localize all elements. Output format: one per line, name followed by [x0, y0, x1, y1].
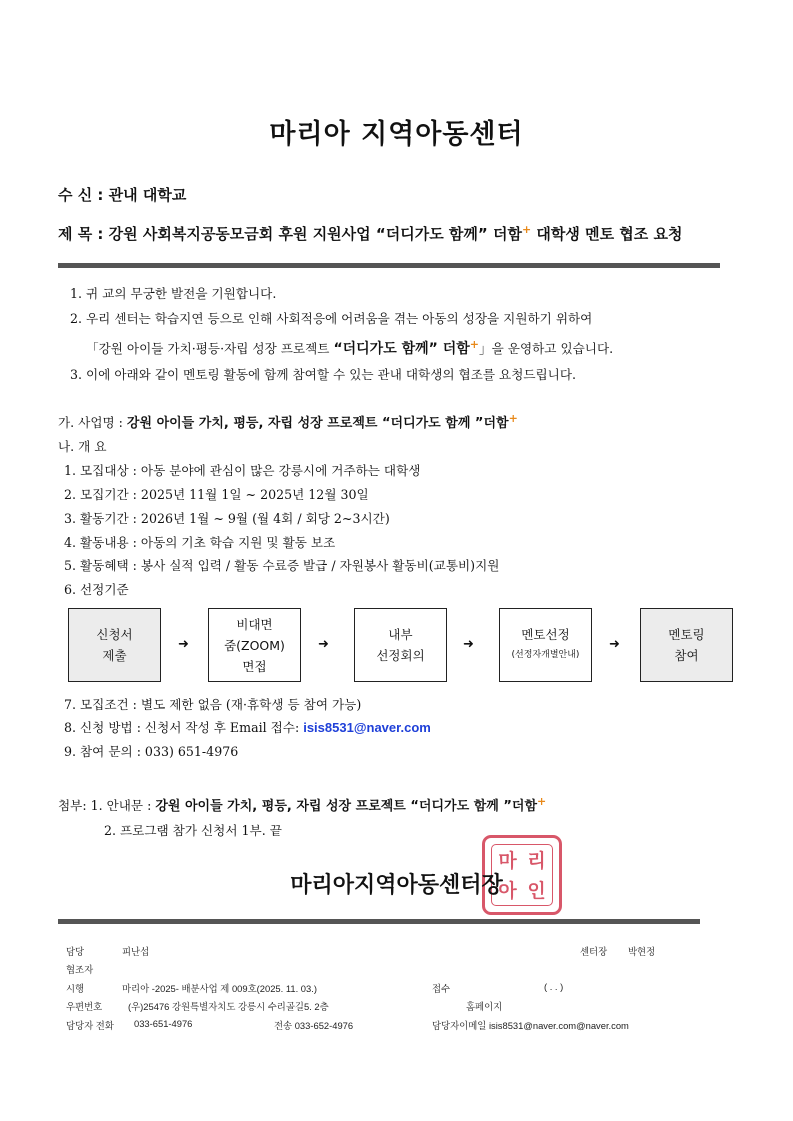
attachment-logo-text: 더함: [511, 799, 538, 815]
intro-line-3-bold: “더디가도 함께”: [333, 341, 443, 358]
attachment-logo-plus-icon: +: [537, 795, 547, 808]
recipient-line: [58, 184, 186, 205]
footer-label: 담당자 전화: [66, 1020, 114, 1031]
footer-label: 협조자: [66, 964, 94, 975]
seal-glyph: 인: [527, 880, 546, 902]
overview-label: 나. 개 요: [58, 439, 107, 454]
intro-line-1: 1. 귀 교의 무궁한 발전을 기원합니다.: [70, 286, 277, 301]
footer-label: 담당: [66, 946, 85, 957]
flow-step-line: 선정회의: [376, 648, 425, 663]
subject-pre: 강원 사회복지공동모금회 후원 지원사업 “더디가도 함께”: [108, 225, 493, 243]
project-label: 가. 사업명 :: [58, 415, 127, 431]
intro-logo-plus-icon: +: [469, 338, 480, 351]
email-link[interactable]: isis8531@naver.com: [303, 720, 431, 735]
flow-step-line: 참여: [674, 648, 699, 663]
attachment-item-1: 강원 아이들 가치, 평등, 자립 성장 프로젝트 “더디가도 함께 ”: [155, 799, 512, 815]
intro-line-2: 2. 우리 센터는 학습지연 등으로 인해 사회적응에 어려움을 겪는 아동의 성장을 지원하기 위하여: [70, 311, 593, 326]
intro-line-3: [86, 338, 613, 358]
project-line: [58, 412, 518, 431]
attachment-label: 첨부: 1. 안내문 :: [58, 798, 156, 814]
intro-line-3-post: 」을 운영하고 있습니다.: [479, 341, 614, 357]
subject-post: 대학생 멘토 협조 요청: [531, 225, 683, 243]
overview-item: 5. 활동혜택 : 봉사 실적 입력 / 활동 수료증 발급 / 자원봉사 활동비(교통비)지원: [64, 558, 500, 573]
recipient-label: 수 신 :: [58, 186, 109, 204]
flow-step-line: 내부: [388, 627, 413, 642]
logo-plus-icon: +: [521, 223, 532, 236]
flow-step-application: [68, 608, 161, 682]
footer-label: 접수: [432, 983, 451, 994]
overview-item: 3. 활동기간 : 2026년 1월 ~ 9월 (월 4회 / 회당 2~3시간): [64, 511, 390, 526]
flow-step-line: 멘토선정: [521, 627, 570, 642]
footer-value: 033-651-4976: [134, 1018, 193, 1029]
condition-line-8: [64, 717, 431, 736]
footer-value: ( . . ): [544, 981, 564, 992]
flow-step-interview: [208, 608, 301, 682]
overview-item: 2. 모집기간 : 2025년 11월 1일 ~ 2025년 12월 30일: [64, 487, 369, 502]
condition-line-9: 9. 참여 문의 : 033) 651-4976: [64, 744, 239, 759]
flow-step-line: 줌(ZOOM): [224, 637, 285, 653]
attachment-line-2: 2. 프로그램 참가 신청서 1부. 끝: [104, 823, 282, 838]
footer-label: 시행: [66, 983, 85, 994]
recipient-value: 관내 대학교: [108, 186, 187, 204]
project-name: 강원 아이들 가치, 평등, 자립 성장 프로젝트 “더디가도 함께 ”: [126, 416, 484, 432]
flow-step-note: (선정자개별안내): [511, 650, 580, 660]
footer-value: 피난섭: [122, 946, 150, 957]
flow-arrow-icon: ➜: [463, 637, 474, 652]
footer-label: 센터장: [580, 946, 608, 957]
flow-step-line: 멘토링: [668, 627, 705, 642]
flow-step-line: 신청서: [96, 627, 133, 642]
overview-item: 1. 모집대상 : 아동 분야에 관심이 많은 강릉시에 거주하는 대학생: [64, 463, 421, 478]
intro-line-4: 3. 이에 아래와 같이 멘토링 활동에 함께 참여할 수 있는 관내 대학생의 협조를 요청드립니다.: [70, 367, 577, 382]
footer-value: 담당자이메일 isis8531@naver.com@naver.com: [432, 1020, 629, 1031]
seal-glyph: 아: [498, 880, 517, 902]
intro-line-3-pre: 「강원 아이들 가치·평등·자립 성장 프로젝트: [86, 341, 334, 357]
overview-item: 4. 활동내용 : 아동의 기초 학습 지원 및 활동 보조: [64, 535, 336, 550]
footer-value: 마리아 -2025- 배분사업 제 009호(2025. 11. 03.): [122, 983, 317, 994]
project-logo-text: 더함: [483, 416, 509, 432]
project-logo-plus-icon: +: [508, 412, 518, 425]
condition-line-7: 7. 모집조건 : 별도 제한 없음 (재·휴학생 등 참여 가능): [64, 697, 362, 712]
header-divider: [58, 263, 720, 268]
footer-label: 홈페이지: [466, 1001, 503, 1012]
flow-arrow-icon: ➜: [609, 637, 620, 652]
flow-step-selection: [499, 608, 592, 682]
flow-step-review: [354, 608, 447, 682]
apply-method-text: 8. 신청 방법 : 신청서 작성 후 Email 접수:: [64, 720, 304, 735]
flow-arrow-icon: ➜: [318, 637, 329, 652]
footer-divider: [58, 919, 700, 924]
logo-text: 더함: [492, 225, 522, 243]
footer-value: 박현정: [628, 946, 656, 957]
flow-arrow-icon: ➜: [178, 637, 189, 652]
footer-value: (우)25476 강원특별자치도 강릉시 수리골길5. 2층: [128, 1001, 329, 1012]
seal-glyph: 리: [527, 850, 546, 872]
flow-step-line: 제출: [102, 648, 127, 663]
flow-step-line: 비대면: [236, 616, 273, 632]
seal-glyph: 마: [498, 850, 517, 872]
subject-label: 제 목 :: [58, 225, 109, 243]
subject-line: [58, 223, 683, 244]
overview-item: 6. 선정기준: [64, 582, 129, 597]
flow-step-mentoring: [640, 608, 733, 682]
document-title: 마리아 지역아동센터: [269, 119, 524, 150]
footer-label: 우편번호: [66, 1001, 103, 1012]
intro-logo-text: 더함: [442, 341, 470, 358]
flow-step-line: 면접: [242, 658, 267, 674]
footer-value: 전송 033-652-4976: [274, 1020, 354, 1031]
attachment-line-1: [58, 795, 546, 814]
signature-name: 마리아지역아동센터장: [290, 873, 503, 898]
